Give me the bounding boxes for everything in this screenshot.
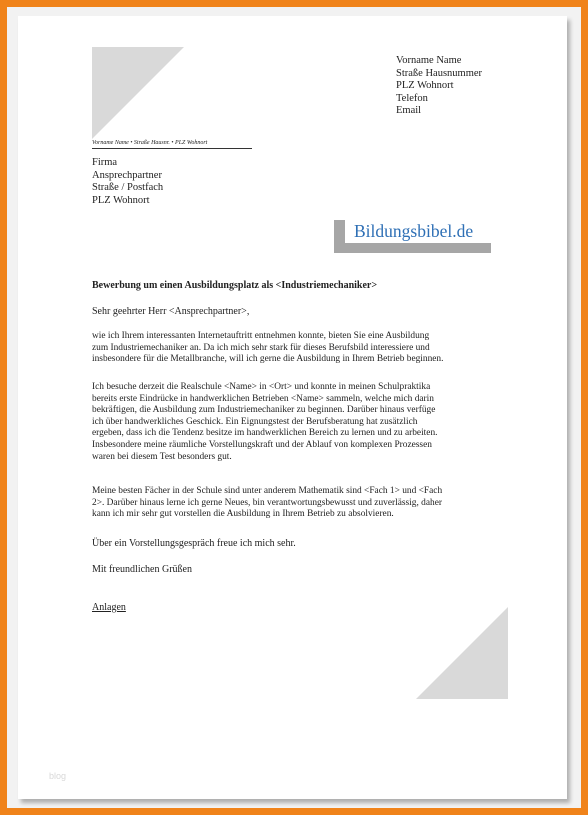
paragraph-line: zum Industriemechaniker an. Da ich mich sehr stark für dieses Berufsbild interessiere und (92, 342, 430, 353)
paragraph-subjects (92, 486, 442, 521)
paragraph-line: Insbesondere meine räumliche Vorstellungskraft und der Ablauf von komplexen Prozessen (92, 439, 432, 450)
bottom-right-triangle-decoration (416, 607, 508, 699)
paragraph-line: Meine besten Fächer in der Schule sind unter anderem Mathematik sind <Fach 1> und <Fach (92, 486, 443, 496)
recipient-city: PLZ Wohnort (92, 194, 150, 206)
bildungsbibel-logo (334, 220, 492, 252)
letter-page (18, 16, 567, 799)
blog-watermark: blog (49, 771, 67, 781)
return-address-line: Vorname Name • Straße Hausnr. • PLZ Wohnort (92, 139, 252, 149)
recipient-contact: Ansprechpartner (92, 169, 162, 181)
paragraph-line: Ich besuche derzeit die Realschule <Name> in <Ort> und konnte in meinen Schulpraktika (92, 382, 431, 392)
sender-street: Straße Hausnummer (396, 67, 483, 79)
paragraph-line: ich über handwerkliches Geschick. Ein Eignungstest der Berufsberatung hat zusätzlich (92, 416, 418, 427)
salutation: Sehr geehrter Herr <Ansprechpartner>, (92, 306, 250, 317)
sender-name: Vorname Name (396, 55, 462, 66)
logo-text: Bildungsbibel.de (354, 221, 474, 241)
paragraph-interview: Über ein Vorstellungsgespräch freue ich mich sehr. (92, 538, 296, 549)
paragraph-line: waren bei diesem Test besonders gut. (92, 451, 232, 462)
paragraph-line: wie ich Ihrem interessanten Internetauftritt entnehmen konnte, bieten Sie eine Ausbildung (92, 331, 430, 341)
sender-email: Email (396, 105, 422, 117)
letter-subject: Bewerbung um einen Ausbildungsplatz als <Industriemechaniker> (92, 280, 378, 291)
top-left-triangle-decoration (92, 47, 184, 139)
frame-inner (7, 7, 581, 808)
paragraph-line: bekräftigen, die Ausbildung zum Industriemechaniker zu beginnen. Darüber hinaus verfüge (92, 405, 436, 416)
paragraph-line: ergeben, dass ich die Tendenz besitze im handwerklichen Bereich zu lernen und zu arbeiten. (92, 428, 438, 439)
paragraph-line: kann ich mir sehr gut vorstellen die Ausbildung in Ihrem Betrieb zu absolvieren. (92, 509, 394, 520)
paragraph-school (92, 382, 437, 463)
paragraph-intro (92, 331, 443, 366)
attachments-label: Anlagen (92, 602, 126, 613)
sender-city: PLZ Wohnort (396, 80, 454, 92)
recipient-address (92, 157, 163, 207)
sender-address (396, 55, 482, 118)
recipient-street: Straße / Postfach (92, 182, 164, 194)
sender-phone: Telefon (396, 92, 428, 104)
recipient-company: Firma (92, 157, 118, 168)
logo-bar-horizontal (334, 243, 491, 253)
closing-greeting: Mit freundlichen Grüßen (92, 564, 192, 575)
paragraph-line: insbesondere für die Metallbranche, will ich gerne die Ausbildung in Ihrem Betrieb beginnen. (92, 354, 444, 365)
paragraph-line: 2>. Darüber hinaus lerne ich gerne Neues, bin verantwortungsbewusst und zuverlässig, daher (92, 497, 442, 508)
paragraph-line: bereits erste Eindrücke in handwerklichen Betrieben <Name> sammeln, welche mich darin (92, 393, 434, 404)
